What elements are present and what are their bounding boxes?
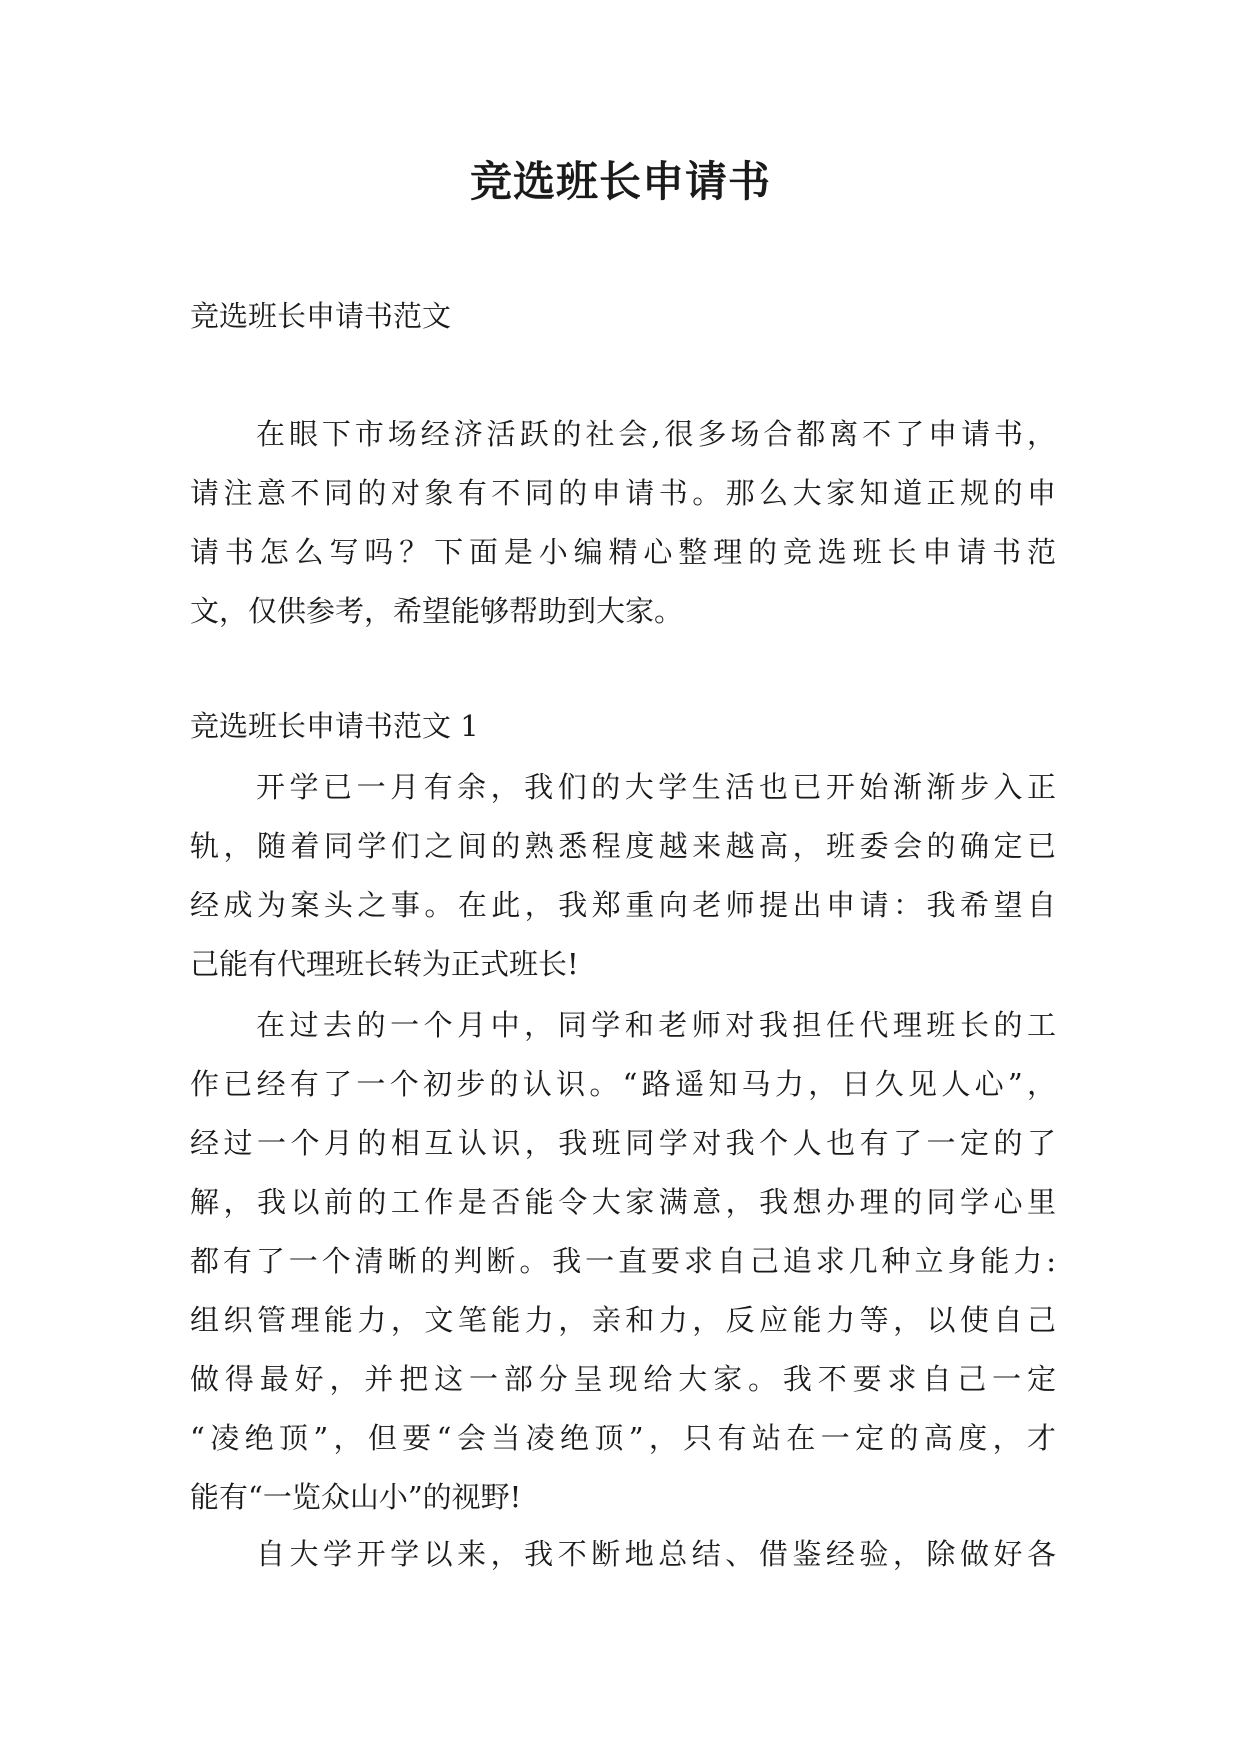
text-line: 请注意不同的对象有不同的申请书。那么大家知道正规的申 xyxy=(190,476,1056,510)
text-line: 作已经有了一个初步的认识。“路遥知马力，日久见人心”， xyxy=(190,1067,1056,1101)
section-heading: 竞选班长申请书范文 1 xyxy=(190,709,479,743)
text-line: 在过去的一个月中，同学和老师对我担任代理班长的工 xyxy=(256,1008,1056,1042)
text-line: 解，我以前的工作是否能令大家满意，我想办理的同学心里 xyxy=(190,1185,1056,1219)
text-line: 文，仅供参考，希望能够帮助到大家。 xyxy=(190,594,684,628)
document-subtitle: 竞选班长申请书范文 xyxy=(190,299,452,333)
text-line: “凌绝顶”，但要“会当凌绝顶”，只有站在一定的高度，才 xyxy=(190,1421,1056,1455)
text-line: 经成为案头之事。在此，我郑重向老师提出申请：我希望自 xyxy=(190,888,1056,922)
body-paragraph-1 xyxy=(190,758,1056,994)
text-line: 经过一个月的相互认识，我班同学对我个人也有了一定的了 xyxy=(190,1126,1056,1160)
text-line: 请书怎么写吗？下面是小编精心整理的竞选班长申请书范 xyxy=(190,535,1056,569)
document-title: 竞选班长申请书 xyxy=(469,157,771,206)
text-line: 都有了一个清晰的判断。我一直要求自己追求几种立身能力: xyxy=(190,1244,1056,1278)
text-line: 做得最好，并把这一部分呈现给大家。我不要求自己一定 xyxy=(190,1362,1056,1396)
text-line: 在眼下市场经济活跃的社会,很多场合都离不了申请书， xyxy=(256,417,1056,451)
intro-paragraph xyxy=(190,405,1056,641)
body-paragraph-3 xyxy=(190,1525,1056,1584)
text-line: 自大学开学以来，我不断地总结、借鉴经验，除做好各 xyxy=(256,1537,1056,1571)
text-line: 轨，随着同学们之间的熟悉程度越来越高，班委会的确定已 xyxy=(190,829,1056,863)
text-line: 能有“一览众山小”的视野! xyxy=(190,1480,522,1514)
body-paragraph-2 xyxy=(190,996,1056,1527)
text-line: 己能有代理班长转为正式班长! xyxy=(190,947,579,981)
text-line: 组织管理能力，文笔能力，亲和力，反应能力等，以使自己 xyxy=(190,1303,1056,1337)
text-line: 开学已一月有余，我们的大学生活也已开始渐渐步入正 xyxy=(256,770,1056,804)
